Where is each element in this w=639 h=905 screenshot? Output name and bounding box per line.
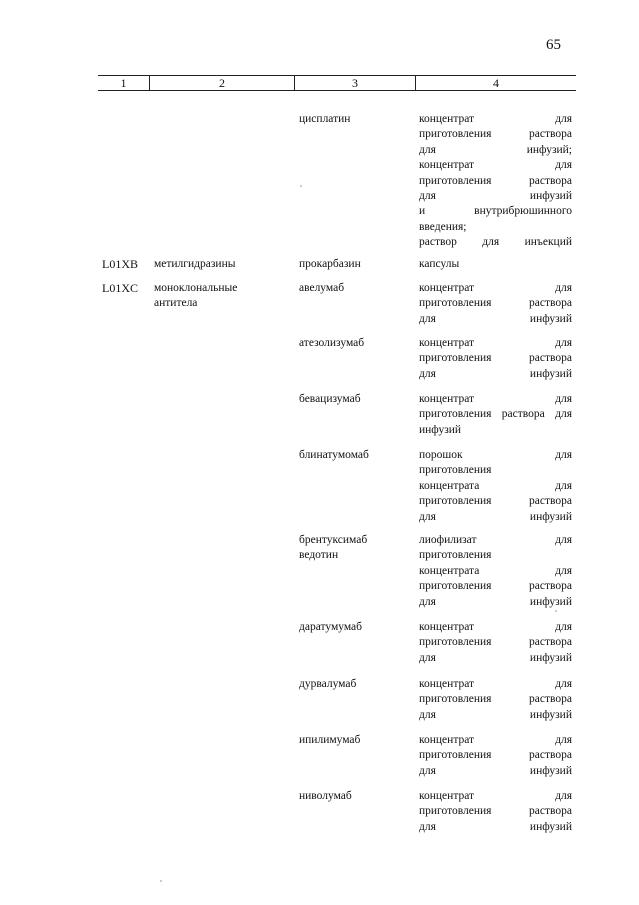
dosage-form-line: для инфузий; <box>419 143 572 156</box>
dosage-form-line: для инфузий <box>419 820 572 833</box>
dosage-form-line: концентрат для <box>419 159 572 172</box>
drug-name <box>299 789 411 804</box>
dosage-form-line: порошок для <box>419 449 572 461</box>
dosage-form-line: концентрат для <box>419 393 572 405</box>
column-header-2: 2 <box>150 76 295 90</box>
scan-speck <box>555 610 557 612</box>
dosage-form <box>419 677 572 723</box>
dosage-form-line: концентрат для <box>419 621 572 633</box>
atc-code: L01XB <box>102 257 138 271</box>
dosage-form-line: приготовления раствора <box>419 352 572 365</box>
dosage-form-line: для инфузий <box>419 764 572 777</box>
dosage-form-line: концентрат для <box>419 678 572 690</box>
dosage-form <box>419 336 572 382</box>
dosage-form-line: концентрата для <box>419 564 572 577</box>
dosage-form <box>419 112 572 251</box>
dosage-form <box>419 789 572 835</box>
page-number: 65 <box>546 37 561 53</box>
atc-code: L01XC <box>102 281 138 295</box>
dosage-form-line: приготовления раствора <box>419 805 572 818</box>
dosage-form-line: концентрат для <box>419 790 572 802</box>
drug-name-line: авелумаб <box>299 282 345 294</box>
drug-name-line: бевацизумаб <box>299 393 361 405</box>
dosage-form-line: приготовления раствора <box>419 636 572 649</box>
column-header-3: 3 <box>295 76 416 90</box>
pharmacological-group-line: антитела <box>154 297 198 310</box>
pharmacological-group-line: моноклональные <box>154 282 238 294</box>
dosage-form-line: приготовления <box>419 549 492 562</box>
table-header <box>98 75 576 91</box>
dosage-form-line: для инфузий <box>419 367 572 380</box>
pharmacological-group <box>154 257 292 272</box>
dosage-form-line: приготовления раствора для <box>419 408 572 421</box>
drug-name <box>299 448 411 463</box>
dosage-form <box>419 392 572 438</box>
drug-name-line: ниволумаб <box>299 790 352 802</box>
drug-name <box>299 336 411 351</box>
scan-speck <box>160 880 162 882</box>
dosage-form-line: концентрат для <box>419 337 572 349</box>
pharmacological-group-line: метилгидразины <box>154 258 236 270</box>
dosage-form-line: лиофилизат для <box>419 534 572 546</box>
dosage-form-line: концентрат для <box>419 113 572 125</box>
drug-name-line: прокарбазин <box>299 258 361 270</box>
dosage-form-line: для инфузий <box>419 190 572 203</box>
dosage-form-line: и внутрибрюшинного <box>419 205 572 218</box>
dosage-form-line: для инфузий <box>419 312 572 325</box>
drug-name-line: ипилимумаб <box>299 734 361 746</box>
dosage-form <box>419 448 572 525</box>
dosage-form-line: приготовления раствора <box>419 297 572 310</box>
dosage-form-line: приготовления раствора <box>419 128 572 141</box>
dosage-form-line: концентрат для <box>419 734 572 746</box>
drug-name <box>299 257 411 272</box>
dosage-form-line: раствор для инъекций <box>419 236 572 249</box>
drug-name-line: дурвалумаб <box>299 678 357 690</box>
drug-name <box>299 533 411 564</box>
dosage-form-line: для инфузий <box>419 510 572 523</box>
drug-name-line: брентуксимаб <box>299 534 368 546</box>
dosage-form-line: приготовления <box>419 464 492 477</box>
dosage-form-line: инфузий <box>419 423 462 436</box>
dosage-form <box>419 257 572 272</box>
drug-name <box>299 733 411 748</box>
dosage-form-line: приготовления раствора <box>419 580 572 593</box>
dosage-form-line: для инфузий <box>419 708 572 721</box>
dosage-form <box>419 533 572 610</box>
drug-name <box>299 620 411 635</box>
dosage-form-line: концентрата для <box>419 479 572 492</box>
dosage-form-line: приготовления раствора <box>419 749 572 762</box>
drug-name <box>299 112 411 127</box>
dosage-form-line: приготовления раствора <box>419 174 572 187</box>
drug-name <box>299 392 411 407</box>
drug-name-line: блинатумомаб <box>299 449 369 461</box>
drug-name-line: цисплатин <box>299 113 351 125</box>
dosage-form-line: для инфузий <box>419 651 572 664</box>
dosage-form-line: капсулы <box>419 258 460 270</box>
dosage-form-line: приготовления раствора <box>419 495 572 508</box>
dosage-form-line: для инфузий <box>419 595 572 608</box>
dosage-form <box>419 281 572 327</box>
drug-name <box>299 281 411 296</box>
drug-name <box>299 677 411 692</box>
column-header-1: 1 <box>98 76 150 90</box>
drug-name-line: ведотин <box>299 549 339 562</box>
column-header-4: 4 <box>493 76 499 90</box>
drug-name-line: даратумумаб <box>299 621 363 633</box>
dosage-form <box>419 620 572 666</box>
dosage-form-line: приготовления раствора <box>419 693 572 706</box>
dosage-form <box>419 733 572 779</box>
drug-name-line: атезолизумаб <box>299 337 365 349</box>
scan-speck <box>300 185 302 187</box>
dosage-form-line: введения; <box>419 220 467 233</box>
dosage-form-line: концентрат для <box>419 282 572 294</box>
pharmacological-group <box>154 281 292 312</box>
